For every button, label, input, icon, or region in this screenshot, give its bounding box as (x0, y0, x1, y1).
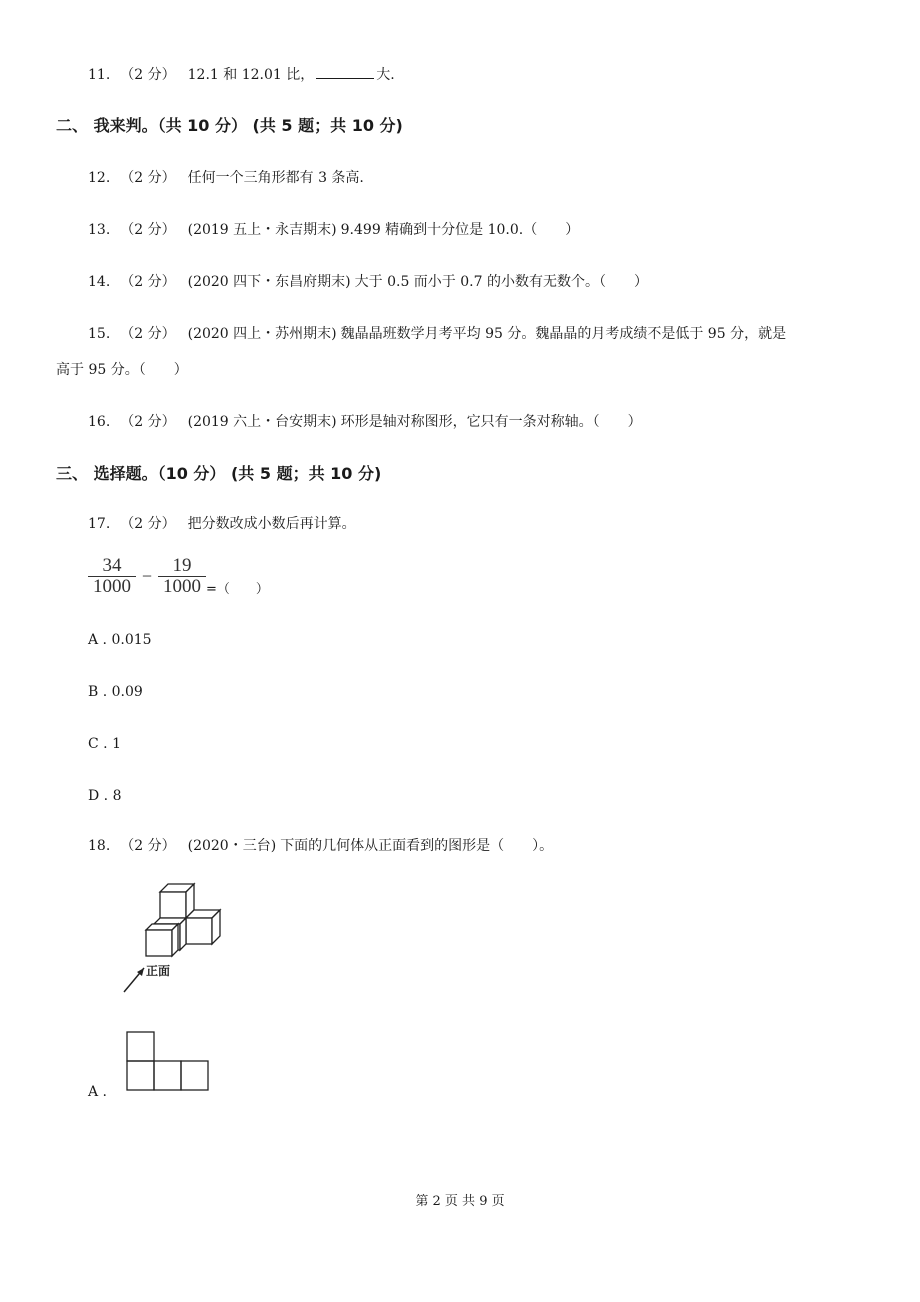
question-text: 12.1 和 12.01 比， (187, 67, 315, 83)
option-a-figure (126, 1028, 212, 1094)
question-source: (2020 四上・苏州期末) (187, 326, 337, 342)
section-3-title: 三、 选择题。（10 分） (共 5 题；共 10 分) (56, 464, 382, 483)
question-points: （2 分） (120, 516, 176, 532)
question-text: 环形是轴对称图形，它只有一条对称轴。（ ） (340, 414, 642, 430)
fraction-2-denominator: 1000 (158, 576, 206, 597)
question-source: (2019 五上・永吉期末) (187, 222, 337, 238)
fraction-2 (158, 556, 206, 597)
question-text-end: 大. (376, 67, 395, 83)
cube-top-front (160, 892, 186, 918)
question-text: 把分数改成小数后再计算。 (187, 516, 356, 532)
question-points: （2 分） (120, 274, 176, 290)
question-text: 大于 0.5 而小于 0.7 的小数有无数个。（ ） (354, 274, 648, 290)
question-source: (2019 六上・台安期末) (187, 414, 337, 430)
fraction-1 (88, 556, 136, 597)
grid-square-bottom-2 (154, 1061, 181, 1090)
equals-answer: =（ ） (206, 582, 269, 597)
page-footer: 第 2 页 共 9 页 (415, 1194, 505, 1209)
cube-front-front (146, 930, 172, 956)
answer-blank[interactable] (316, 64, 374, 79)
question-18 (88, 836, 553, 856)
question-number: 11. (88, 67, 111, 83)
option-b[interactable]: B . 0.09 (88, 684, 143, 700)
question-14 (88, 272, 648, 292)
question-points: （2 分） (120, 67, 176, 83)
question-points: （2 分） (120, 414, 176, 430)
question-12 (88, 168, 364, 188)
grid-square-top (127, 1032, 154, 1061)
question-number: 15. (88, 326, 111, 342)
option-c[interactable]: C . 1 (88, 736, 121, 752)
grid-square-bottom-3 (181, 1061, 208, 1090)
question-points: （2 分） (120, 838, 176, 854)
question-13 (88, 220, 579, 240)
minus-sign: − (141, 566, 153, 586)
question-text: 任何一个三角形都有 3 条高. (187, 170, 364, 186)
grid-square-bottom-1 (127, 1061, 154, 1090)
question-source: (2020 四下・东昌府期末) (187, 274, 351, 290)
question-number: 12. (88, 170, 111, 186)
option-d[interactable]: D . 8 (88, 788, 122, 804)
q18-option-a[interactable]: A . (88, 1084, 108, 1100)
question-source: (2020・三台) (187, 838, 277, 854)
question-16 (88, 412, 642, 432)
question-17 (88, 514, 356, 534)
fraction-2-numerator: 19 (172, 555, 192, 576)
question-15-continued: 高于 95 分。（ ） (56, 362, 188, 378)
question-11 (88, 64, 395, 85)
question-points: （2 分） (120, 326, 176, 342)
question-text: 下面的几何体从正面看到的图形是（ ）。 (280, 838, 554, 854)
question-number: 14. (88, 274, 111, 290)
section-2-title: 二、 我来判。（共 10 分） (共 5 题；共 10 分) (56, 116, 403, 135)
question-15 (88, 324, 786, 344)
option-a[interactable]: A . 0.015 (88, 632, 152, 648)
front-label: 正面 (146, 964, 171, 978)
fraction-1-denominator: 1000 (88, 576, 136, 597)
question-text: 9.499 精确到十分位是 10.0.（ ） (340, 222, 580, 238)
cube-figure (116, 880, 226, 1000)
cube-front-side (172, 924, 178, 956)
question-number: 16. (88, 414, 111, 430)
fraction-1-numerator: 34 (102, 555, 122, 576)
cube-right-front (186, 918, 212, 944)
cube-middle-side (180, 918, 186, 950)
question-points: （2 分） (120, 170, 176, 186)
question-points: （2 分） (120, 222, 176, 238)
question-number: 17. (88, 516, 111, 532)
question-text: 魏晶晶班数学月考平均 95 分。魏晶晶的月考成绩不是低于 95 分，就是 (340, 326, 787, 342)
question-number: 13. (88, 222, 111, 238)
question-number: 18. (88, 838, 111, 854)
